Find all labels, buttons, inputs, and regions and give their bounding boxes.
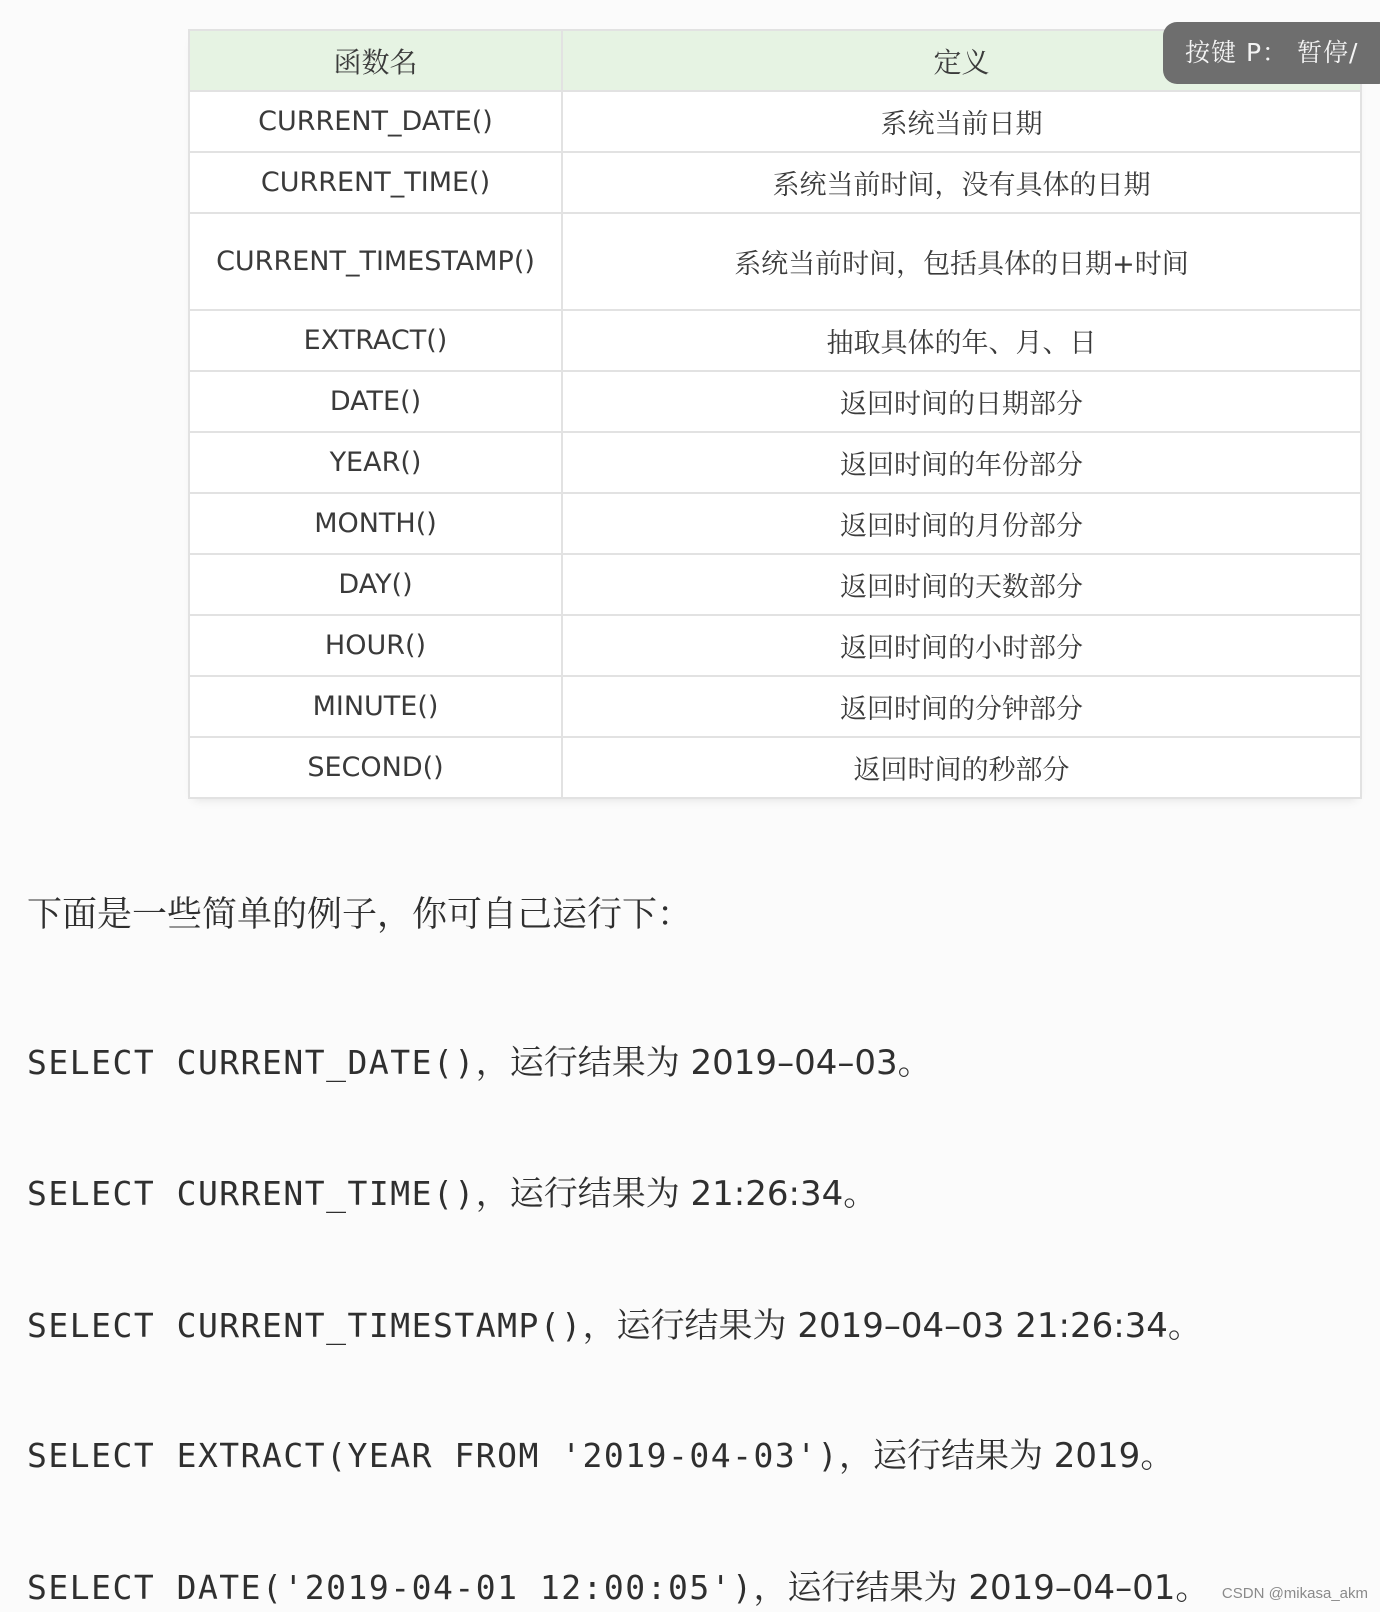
function-name-cell: CURRENT_TIMESTAMP(): [189, 213, 562, 310]
function-name-cell: DAY(): [189, 554, 562, 615]
definition-cell: 返回时间的月份部分: [562, 493, 1361, 554]
example-line: [27, 1298, 1202, 1347]
table-row: [189, 554, 1361, 615]
function-name-cell: DATE(): [189, 371, 562, 432]
result-text: ，运行结果为 2019。: [838, 1436, 1175, 1476]
table-row: [189, 152, 1361, 213]
watermark: CSDN @mikasa_akm: [1221, 1585, 1368, 1602]
table-row: [189, 91, 1361, 152]
sql-code: SELECT CURRENT_TIME(): [27, 1174, 476, 1213]
table-row: [189, 493, 1361, 554]
sql-code: SELECT CURRENT_TIMESTAMP(): [27, 1306, 583, 1345]
sql-code: SELECT DATE('2019-04-01 12:00:05'): [27, 1568, 754, 1607]
table-row: [189, 213, 1361, 310]
definition-cell: 系统当前时间，没有具体的日期: [562, 152, 1361, 213]
definition-cell: 返回时间的分钟部分: [562, 676, 1361, 737]
function-name-cell: MONTH(): [189, 493, 562, 554]
table-row: [189, 615, 1361, 676]
function-name-cell: MINUTE(): [189, 676, 562, 737]
example-line: [27, 1035, 932, 1084]
function-name-cell: SECOND(): [189, 737, 562, 798]
definition-cell: 系统当前日期: [562, 91, 1361, 152]
definition-cell: 系统当前时间，包括具体的日期+时间: [562, 213, 1361, 310]
sql-code: SELECT CURRENT_DATE(): [27, 1043, 476, 1082]
table-row: [189, 737, 1361, 798]
result-text: ，运行结果为 2019–04–03 21:26:34。: [582, 1306, 1202, 1346]
definition-cell: 返回时间的小时部分: [562, 615, 1361, 676]
result-text: ，运行结果为 2019–04–03。: [475, 1043, 932, 1083]
intro-text: 下面是一些简单的例子，你可自己运行下：: [27, 895, 693, 935]
example-line: [27, 1428, 1174, 1477]
definition-cell: 返回时间的日期部分: [562, 371, 1361, 432]
function-name-cell: CURRENT_DATE(): [189, 91, 562, 152]
function-name-cell: CURRENT_TIME(): [189, 152, 562, 213]
function-table: [188, 29, 1362, 799]
table-row: [189, 371, 1361, 432]
result-text: ，运行结果为 2019–04–01。: [753, 1568, 1210, 1608]
sql-code: SELECT EXTRACT(YEAR FROM '2019-04-03'): [27, 1436, 839, 1475]
example-line: [27, 1166, 877, 1215]
table-row: [189, 310, 1361, 371]
example-line: [27, 1560, 1209, 1609]
definition-cell: 返回时间的年份部分: [562, 432, 1361, 493]
header-definition: 定义: [562, 30, 1361, 91]
definition-cell: 返回时间的天数部分: [562, 554, 1361, 615]
video-pause-tooltip: 按键 P： 暂停/: [1163, 22, 1380, 84]
function-name-cell: HOUR(): [189, 615, 562, 676]
function-name-cell: YEAR(): [189, 432, 562, 493]
header-function-name: 函数名: [189, 30, 562, 91]
table-row: [189, 676, 1361, 737]
definition-cell: 抽取具体的年、月、日: [562, 310, 1361, 371]
table-row: [189, 432, 1361, 493]
definition-cell: 返回时间的秒部分: [562, 737, 1361, 798]
result-text: ，运行结果为 21:26:34。: [475, 1174, 878, 1214]
function-name-cell: EXTRACT(): [189, 310, 562, 371]
